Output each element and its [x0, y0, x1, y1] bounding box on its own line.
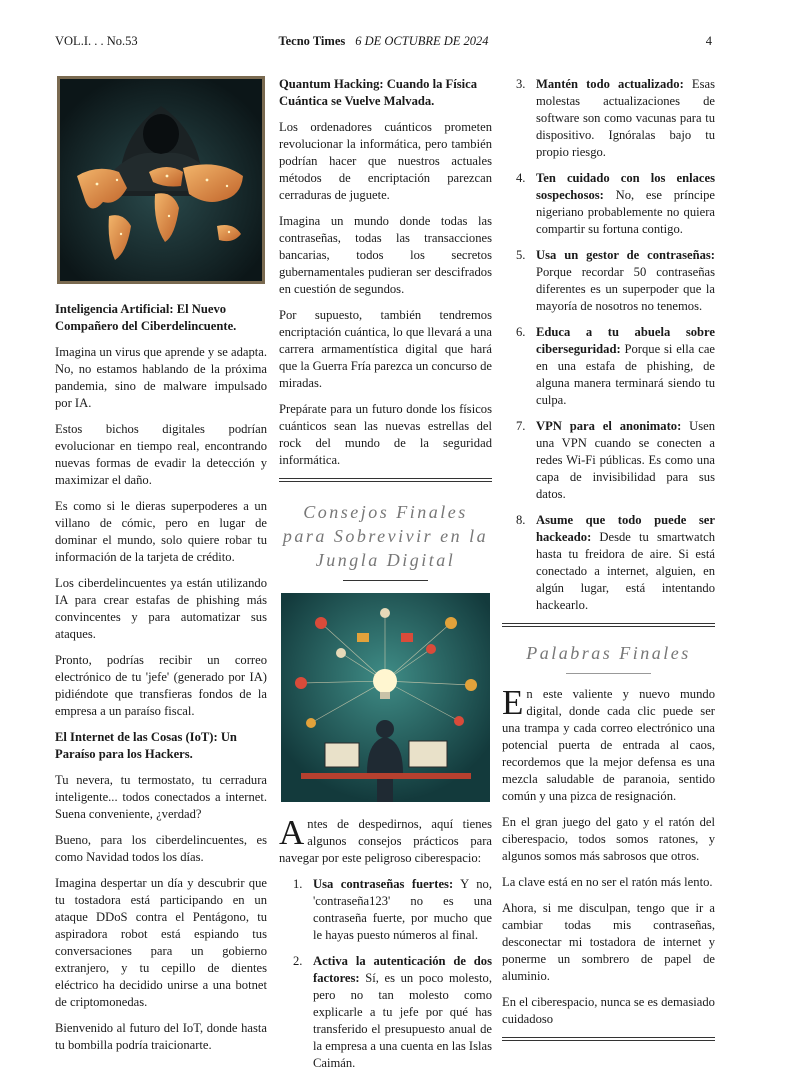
list-item: 2. Activa la autenticación de dos factores: Sí, es un poco molesto, pero no tan molesto como explicarle a tu jefe por qué has transferido el presupuesto anual de la empresa a una cuenta en las Islas Caimán.	[293, 954, 492, 1070]
paragraph: Los ordenadores cuánticos prometen revolucionar la informática, pero también podrían hacer que nuestros actuales métodos de encriptación parezcan cerraduras de juguete.	[279, 120, 492, 202]
list-item: 3. Mantén todo actualizado: Esas molestas actualizaciones de software son como vacunas para tu dispositivo. Ignóralas bajo tu propio riesgo.	[516, 77, 716, 159]
heading-underline	[343, 580, 428, 581]
paragraph: Imagina un virus que aprende y se adapta. No, no estamos hablando de la próxima pandemia, sino de malware impulsado por IA.	[55, 345, 267, 410]
paragraph: En el gran juego del gato y el ratón del ciberespacio, todos somos ratones, y algunos somos más sabrosos que otros.	[502, 815, 715, 863]
paragraph: Bienvenido al futuro del IoT, donde hasta tu bombilla podría traicionarte.	[55, 1021, 267, 1052]
paragraph: Imagina un mundo donde todas las contraseñas, todas las transacciones bancarias, todos los secretos gubernamentales pudieran ser descifrados en cuestión de segundos.	[279, 214, 492, 296]
paper-name: Tecno Times	[278, 34, 346, 48]
issue-date: 6 DE OCTUBRE DE 2024	[355, 34, 489, 48]
paragraph: Bueno, para los ciberdelincuentes, es como Navidad todos los días.	[55, 833, 267, 864]
drop-cap: A	[279, 813, 305, 852]
list-item: 5. Usa un gestor de contraseñas: Porque recordar 50 contraseñas diferentes es un superpoder que la mayoría de nosotros no tenemos.	[516, 248, 715, 313]
quantum-section-title: Quantum Hacking: Cuando la Física Cuántica se Vuelve Malvada.	[279, 77, 478, 108]
iot-section-title: El Internet de las Cosas (IoT): Un Paraíso para los Hackers.	[55, 730, 237, 761]
paragraph: Estos bichos digitales podrían evolucionar en tiempo real, encontrando nuevas formas de evadir la detección y maximizar el daño.	[55, 422, 267, 487]
paragraph: En el ciberespacio, nunca se es demasiado cuidadoso	[502, 995, 715, 1026]
ai-section-title: Inteligencia Artificial: El Nuevo Compañero del Ciberdelincuente.	[55, 302, 237, 333]
paragraph: Pronto, podrías recibir un correo electrónico de tu 'jefe' (generado por IA) pidiéndote que transfieras fondos de la empresa a un paraíso fiscal.	[55, 653, 267, 718]
paragraph: Tu nevera, tu termostato, tu cerradura inteligente... todos conectados a internet. Suena conveniente, ¿verdad?	[55, 773, 267, 821]
paragraph: Por supuesto, también tendremos encriptación cuántica, lo que llevará a una carrera armamentística digital que hará que la Guerra Fría parezca un concurso de miradas.	[279, 308, 492, 390]
paragraph: Ahora, si me disculpan, tengo que ir a cambiar todas mis contraseñas, desconectar mi tostadora de internet y ponerme un sombrero de papel de aluminio.	[502, 901, 715, 983]
list-item: 1. Usa contraseñas fuertes: Y no, 'contraseña123' no es una contraseña fuerte, por mucho que le hayas puesto números al final.	[293, 877, 492, 942]
paragraph: Prepárate para un futuro donde los físicos cuánticos sean las nuevas estrellas del rock del mundo de la seguridad informática.	[279, 402, 492, 467]
list-item: 4. Ten cuidado con los enlaces sospechosos: No, ese príncipe nigeriano probablemente no quiera compartir su fortuna contigo.	[516, 171, 715, 236]
tech-network-image	[281, 593, 490, 802]
paragraph: Imagina despertar un día y descubrir que tu tostadora está participando en un ataque DDoS contra el Pentágono, tu aspiradora robot está espiando tus conversaciones para un gobierno extranjero, y tu cepillo de dientes eléctrico ha decidido unirse a una botnet de criptomonedas.	[55, 876, 267, 1009]
page-number: 4	[705, 34, 712, 48]
tips-list-part2	[502, 76, 715, 614]
paragraph: Es como si le dieras superpoderes a un villano de cómic, pero en lugar de dominar el mundo, solo quiere robar tu información de la tarjeta de crédito.	[55, 499, 267, 564]
hacker-world-map-image	[57, 76, 265, 284]
list-item: 7. VPN para el anonimato: Usen una VPN cuando se conecten a redes Wi-Fi públicas. Es como una capa de invisibilidad para sus datos.	[516, 419, 715, 501]
volume-number: VOL.I. . . No.53	[55, 34, 138, 48]
tips-intro: Antes de despedirnos, aquí tienes algunos consejos prácticos para navegar por este peligroso ciberespacio:	[279, 813, 492, 865]
section-divider	[502, 623, 715, 627]
heading-underline	[566, 673, 651, 674]
tips-heading: Consejos Finales para Sobrevivir en la Jungla Digital	[282, 502, 489, 570]
running-header	[55, 34, 712, 52]
section-divider	[279, 478, 492, 482]
column-right	[502, 76, 715, 1047]
list-item: 6. Educa a tu abuela sobre ciberseguridad: Porque si ella cae en una estafa de phishing, de alguna manera terminará siendo tu culpa.	[516, 325, 715, 407]
column-left	[55, 76, 267, 1063]
drop-cap: E	[502, 683, 524, 722]
paragraph: Los ciberdelincuentes ya están utilizando IA para crear estafas de phishing más convincentes y para automatizar sus ataques.	[55, 576, 267, 641]
paragraph: La clave está en no ser el ratón más lento.	[502, 875, 713, 889]
column-middle	[279, 76, 492, 1081]
final-first-paragraph: En este valiente y nuevo mundo digital, donde cada clic puede ser una trampa y cada correo electrónico una potencial puerta de entrada al caos, recordemos que la mejor defensa es una mezcla saludable de paranoia, sentido común y una pizca de resignación.	[502, 683, 715, 803]
section-divider	[502, 1037, 715, 1041]
final-heading: Palabras Finales	[526, 643, 691, 663]
masthead	[55, 34, 712, 49]
tips-list-part1	[279, 876, 492, 1072]
list-item: 8. Asume que todo puede ser hackeado: Desde tu smartwatch hasta tu freidora de aire. Si está conectado a internet, alguien, en algún lugar, está intentando hackearlo.	[516, 513, 715, 612]
